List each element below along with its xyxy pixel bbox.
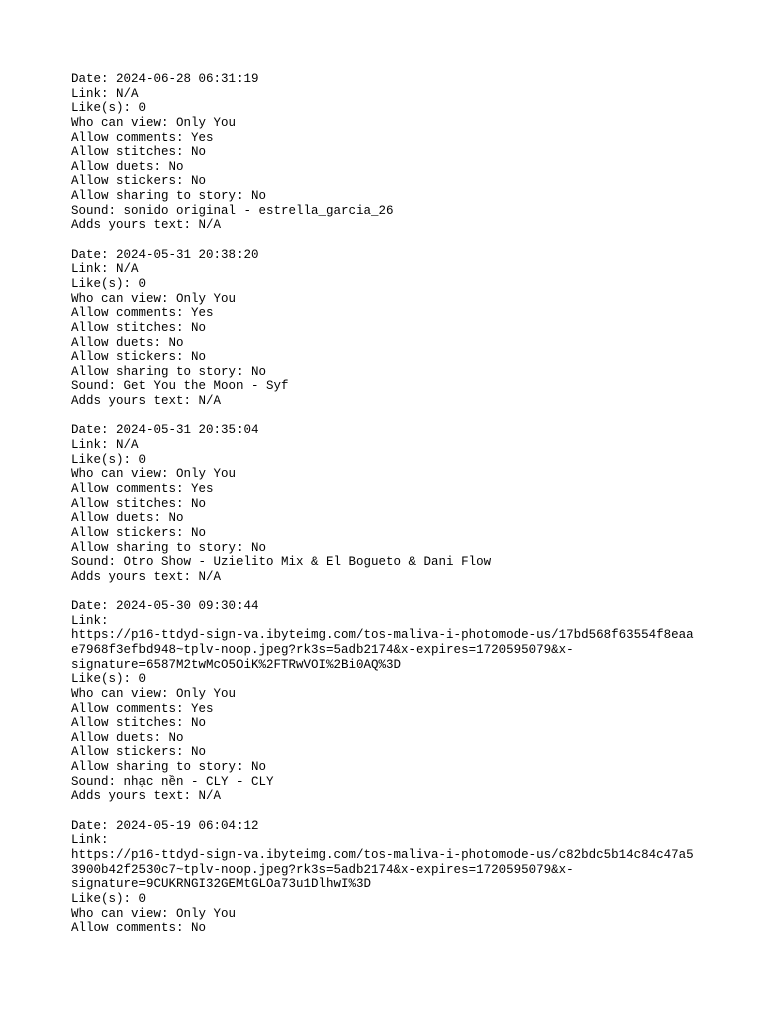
comments-line: Allow comments: Yes — [71, 130, 214, 145]
post-entry-5 — [71, 819, 711, 936]
comments-line: Allow comments: Yes — [71, 306, 214, 321]
visibility-line: Who can view: Only You — [71, 686, 237, 701]
link-url-part-2: 3900b42f2530c7~tplv-noop.jpeg?rk3s=5adb2174&x-expires=1720595079&x- — [71, 862, 574, 877]
entry-separator — [71, 233, 711, 248]
document-page — [71, 72, 711, 936]
comments-line: Allow comments: No — [71, 921, 207, 936]
visibility-line: Who can view: Only You — [71, 115, 237, 130]
duets-line: Allow duets: No — [71, 730, 184, 745]
sound-line: Sound: nhạc nền - CLY - CLY — [71, 774, 274, 789]
likes-line: Like(s): 0 — [71, 452, 147, 467]
sharing-line: Allow sharing to story: No — [71, 189, 267, 204]
stickers-line: Allow stickers: No — [71, 350, 207, 365]
sharing-line: Allow sharing to story: No — [71, 364, 267, 379]
visibility-line: Who can view: Only You — [71, 291, 237, 306]
link-url-part-3: signature=6587M2twMcO5OiK%2FTRwVOI%2Bi0AQ%3D — [71, 657, 402, 672]
link-url-part-1: https://p16-ttdyd-sign-va.ibyteimg.com/tos-maliva-i-photomode-us/17bd568f63554f8eaa — [71, 628, 694, 643]
adds-yours-line: Adds yours text: N/A — [71, 789, 222, 804]
stitches-line: Allow stitches: No — [71, 145, 207, 160]
duets-line: Allow duets: No — [71, 159, 184, 174]
likes-line: Like(s): 0 — [71, 891, 147, 906]
post-entry-4 — [71, 599, 711, 804]
stitches-line: Allow stitches: No — [71, 496, 207, 511]
stickers-line: Allow stickers: No — [71, 745, 207, 760]
link-url-part-1: https://p16-ttdyd-sign-va.ibyteimg.com/tos-maliva-i-photomode-us/c82bdc5b14c84c47a5 — [71, 847, 694, 862]
comments-line: Allow comments: Yes — [71, 481, 214, 496]
entry-separator — [71, 804, 711, 819]
post-entry-2 — [71, 248, 711, 409]
likes-line: Like(s): 0 — [71, 672, 147, 687]
date-line: Date: 2024-05-19 06:04:12 — [71, 818, 259, 833]
duets-line: Allow duets: No — [71, 335, 184, 350]
stitches-line: Allow stitches: No — [71, 320, 207, 335]
duets-line: Allow duets: No — [71, 511, 184, 526]
link-line: Link: N/A — [71, 262, 139, 277]
visibility-line: Who can view: Only You — [71, 906, 237, 921]
adds-yours-line: Adds yours text: N/A — [71, 394, 222, 409]
date-line: Date: 2024-05-30 09:30:44 — [71, 599, 259, 614]
post-entry-1 — [71, 72, 711, 233]
visibility-line: Who can view: Only You — [71, 467, 237, 482]
likes-line: Like(s): 0 — [71, 101, 147, 116]
stickers-line: Allow stickers: No — [71, 525, 207, 540]
link-line: Link: N/A — [71, 86, 139, 101]
stitches-line: Allow stitches: No — [71, 716, 207, 731]
adds-yours-line: Adds yours text: N/A — [71, 218, 222, 233]
likes-line: Like(s): 0 — [71, 276, 147, 291]
sharing-line: Allow sharing to story: No — [71, 540, 267, 555]
date-line: Date: 2024-05-31 20:35:04 — [71, 423, 259, 438]
sound-line: Sound: Otro Show - Uzielito Mix & El Bogueto & Dani Flow — [71, 555, 492, 570]
sharing-line: Allow sharing to story: No — [71, 760, 267, 775]
link-label-line: Link: — [71, 613, 109, 628]
date-line: Date: 2024-06-28 06:31:19 — [71, 72, 259, 86]
link-label-line: Link: — [71, 833, 109, 848]
adds-yours-line: Adds yours text: N/A — [71, 569, 222, 584]
sound-line: Sound: sonido original - estrella_garcia_26 — [71, 203, 394, 218]
sound-line: Sound: Get You the Moon - Syf — [71, 379, 289, 394]
link-url-part-2: e7968f3efbd948~tplv-noop.jpeg?rk3s=5adb2174&x-expires=1720595079&x- — [71, 642, 574, 657]
stickers-line: Allow stickers: No — [71, 174, 207, 189]
comments-line: Allow comments: Yes — [71, 701, 214, 716]
date-line: Date: 2024-05-31 20:38:20 — [71, 247, 259, 262]
post-entry-3 — [71, 423, 711, 584]
entry-separator — [71, 409, 711, 424]
entry-separator — [71, 584, 711, 599]
link-line: Link: N/A — [71, 438, 139, 453]
link-url-part-3: signature=9CUKRNGI32GEMtGLOa73u1DlhwI%3D — [71, 877, 372, 892]
